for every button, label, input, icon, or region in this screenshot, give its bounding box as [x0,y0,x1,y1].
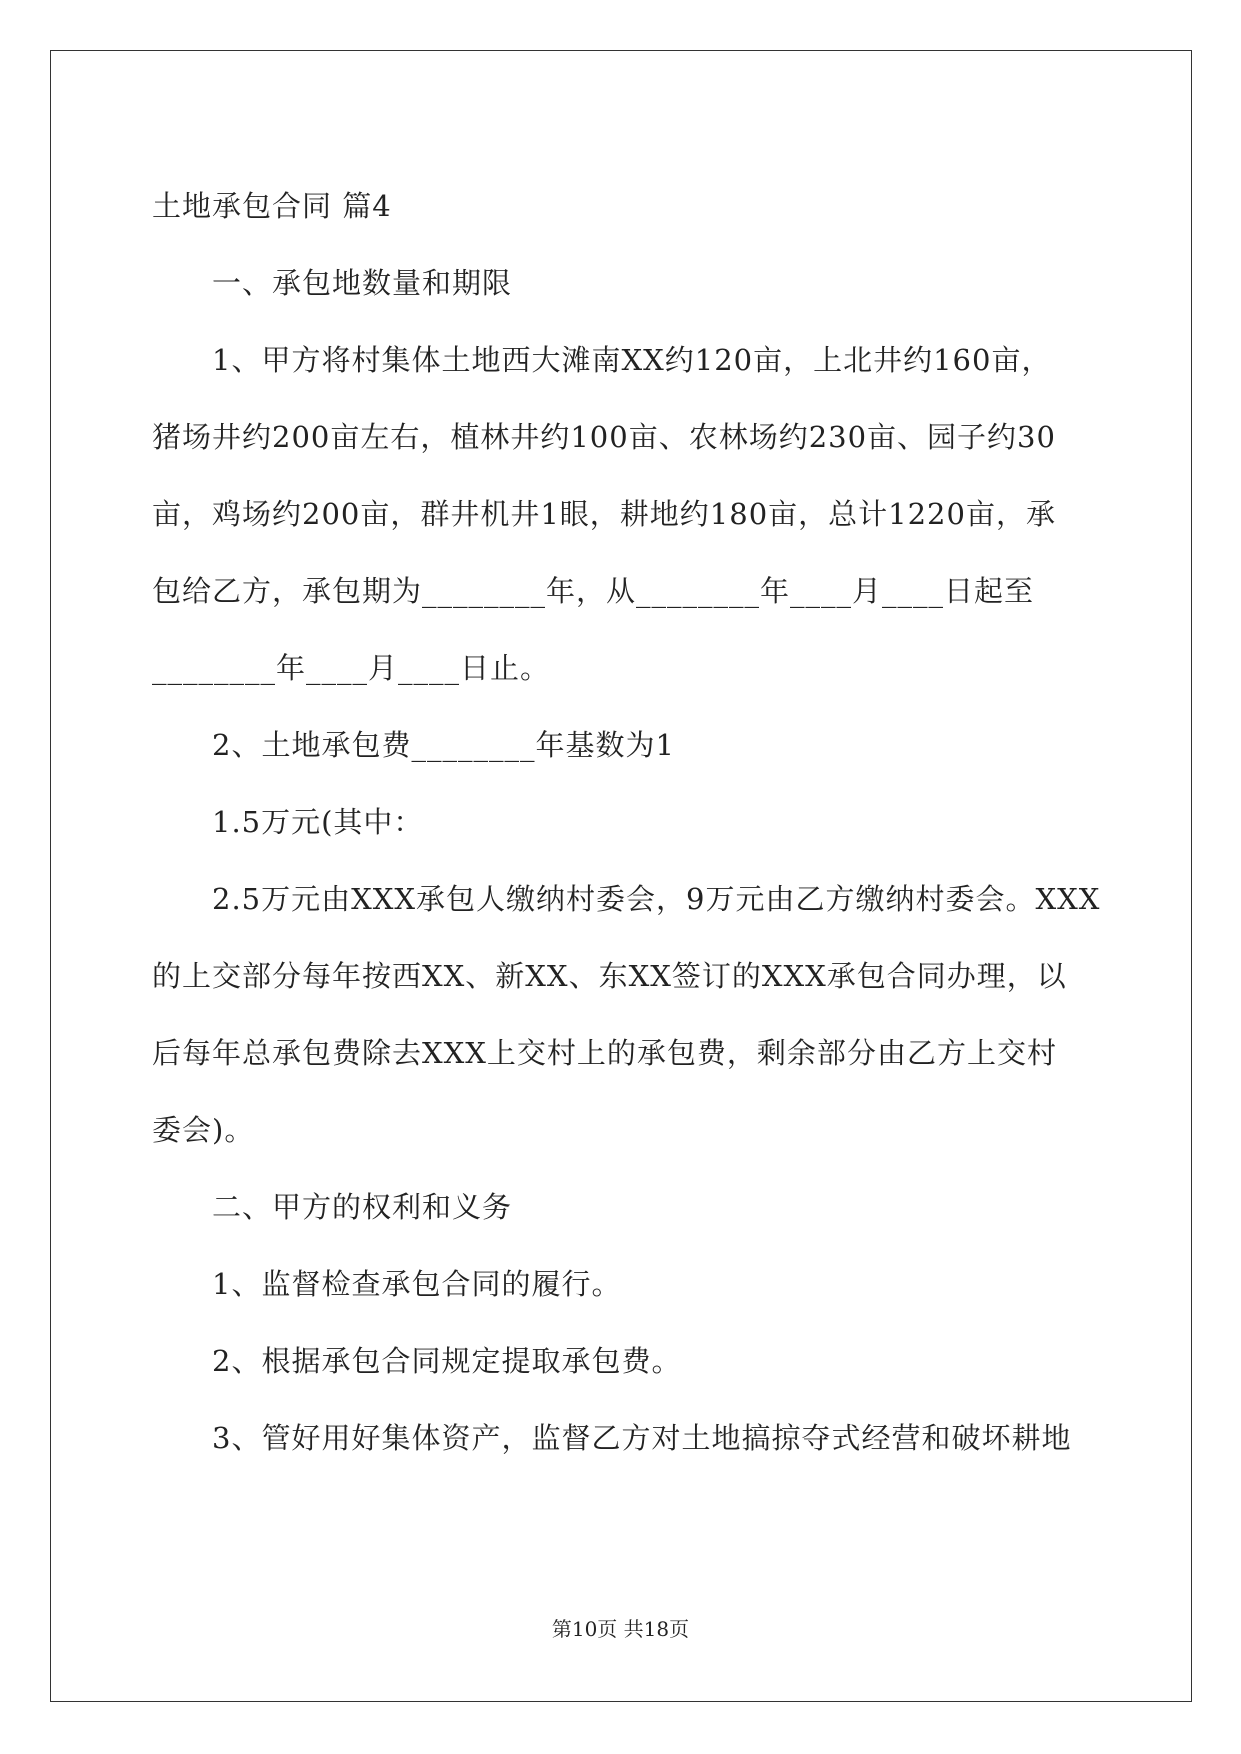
paragraph-line: 1.5万元(其中： [212,805,424,839]
paragraph-line: 2.5万元由XXX承包人缴纳村委会，9万元由乙方缴纳村委会。XXX [212,882,1101,916]
paragraph-line: 2、根据承包合同规定提取承包费。 [212,1344,682,1378]
paragraph-line: 的上交部分每年按西XX、新XX、东XX签订的XXX承包合同办理，以 [152,959,1067,993]
paragraph-line: 亩，鸡场约200亩，群井机井1眼，耕地约180亩，总计1220亩，承 [152,497,1056,531]
document-body [152,168,1101,1477]
paragraph-line: 后每年总承包费除去XXX上交村上的承包费，剩余部分由乙方上交村 [152,1036,1057,1070]
document-title: 土地承包合同 篇4 [152,189,392,223]
paragraph-line: 委会)。 [152,1113,255,1147]
paragraph-line: 1、甲方将村集体土地西大滩南XX约120亩，上北井约160亩， [212,343,1052,377]
paragraph-line: 1、监督检查承包合同的履行。 [212,1267,622,1301]
paragraph-line: 猪场井约200亩左右，植林井约100亩、农林场约230亩、园子约30 [152,420,1056,454]
section-heading: 二、甲方的权利和义务 [212,1190,513,1224]
section-heading: 一、承包地数量和期限 [212,266,513,300]
paragraph-line: 2、土地承包费________年基数为1 [212,728,675,762]
paragraph-line: ________年____月____日止。 [152,651,551,685]
paragraph-line: 包给乙方，承包期为________年，从________年____月____日起至 [152,574,1035,608]
paragraph-line: 3、管好用好集体资产，监督乙方对土地搞掠夺式经营和破坏耕地 [212,1421,1072,1455]
page-number-footer: 第10页 共18页 [551,1617,690,1641]
